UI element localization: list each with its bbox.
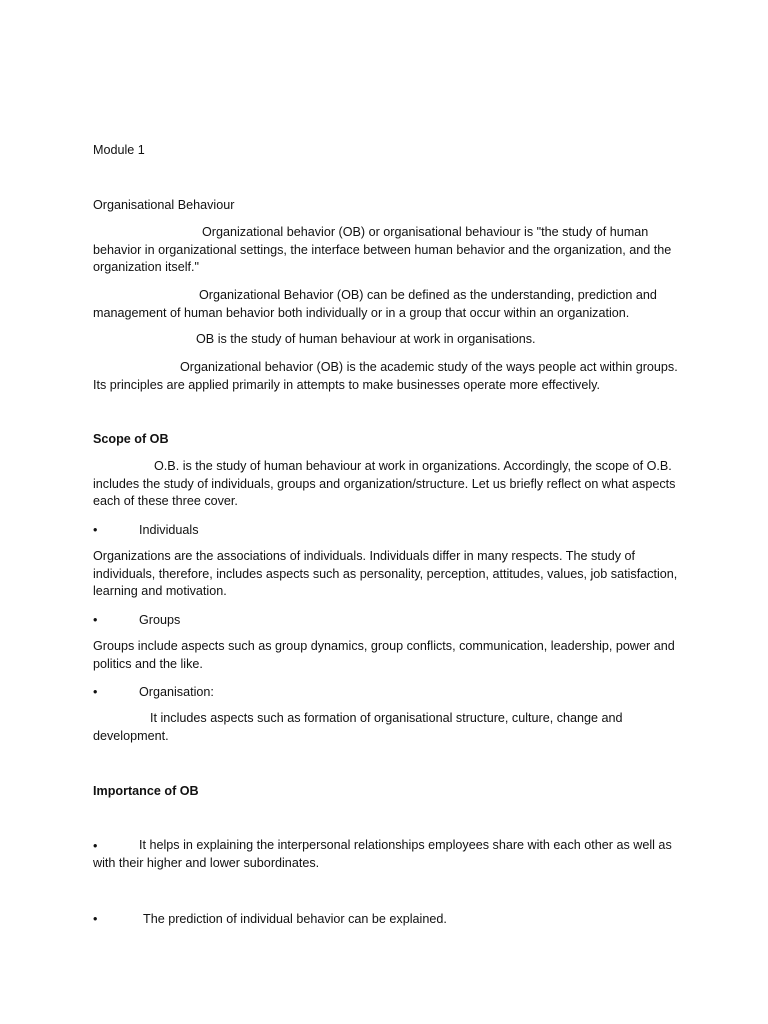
bullet-icon: • — [93, 685, 98, 699]
bullet-icon: • — [93, 839, 98, 853]
scope-item-label: Organisation: — [139, 685, 214, 699]
importance-item-text: The prediction of individual behavior can be explained. — [143, 912, 447, 926]
scope-intro: O.B. is the study of human behaviour at work in organizations. Accordingly, the scope of O.B. includes the study of individuals, groups and organization/structure. Let us briefly reflect on what aspects each of these three cover. — [93, 459, 676, 508]
bullet-icon: • — [93, 613, 98, 627]
section-title: Organisational Behaviour — [93, 198, 235, 212]
definition-paragraph: Organizational behavior (OB) is the academic study of the ways people act within groups. Its principles are applied primarily in attempts to make businesses operate more effectively. — [93, 360, 678, 392]
scope-heading: Scope of OB — [93, 432, 169, 446]
bullet-icon: • — [93, 912, 98, 926]
module-title: Module 1 — [93, 143, 145, 157]
document-page — [93, 0, 683, 1024]
scope-item-label: Groups — [139, 613, 181, 627]
definition-paragraph: Organizational behavior (OB) or organisational behaviour is "the study of human behavior in organizational settings, the interface between human behavior and the organization, and the organization itself." — [93, 225, 672, 274]
definition-paragraph: OB is the study of human behaviour at work in organisations. — [196, 332, 536, 346]
scope-item-label: Individuals — [139, 523, 199, 537]
importance-item-text: It helps in explaining the interpersonal relationships employees share with each other as well as with their higher and lower subordinates. — [93, 838, 672, 870]
importance-heading: Importance of OB — [93, 784, 199, 798]
definition-paragraph: Organizational Behavior (OB) can be defined as the understanding, prediction and management of human behavior both individually or in a group that occur within an organization. — [93, 288, 657, 320]
scope-item-text: Groups include aspects such as group dynamics, group conflicts, communication, leadership, power and politics and the like. — [93, 639, 675, 671]
scope-item-text: It includes aspects such as formation of organisational structure, culture, change and development. — [93, 711, 623, 743]
scope-item-text: Organizations are the associations of individuals. Individuals differ in many respects. The study of individuals, therefore, includes aspects such as personality, perception, attitudes, values, job satisfaction, learning and motivation. — [93, 549, 678, 598]
bullet-icon: • — [93, 523, 98, 537]
